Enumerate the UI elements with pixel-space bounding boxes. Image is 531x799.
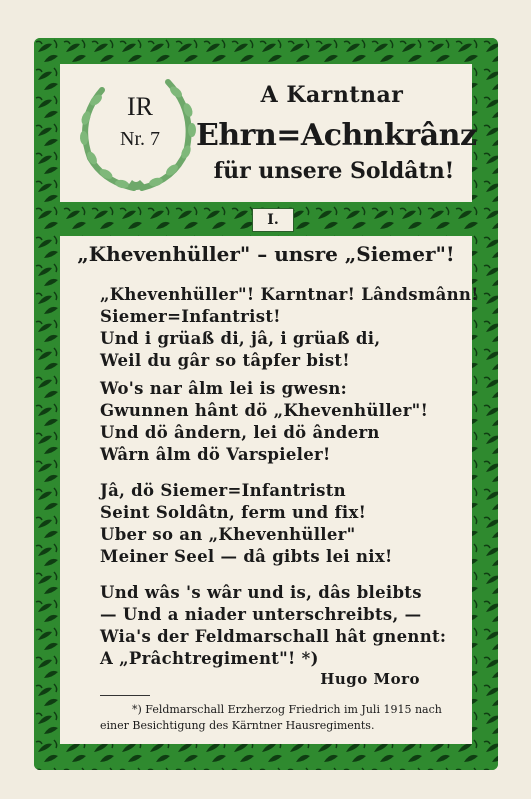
- verse-line: Uber so an „Khevenhüller": [100, 525, 356, 544]
- footnote-line-1: *) Feldmarschall Erzherzog Friedrich im Juli 1915 nach: [132, 703, 442, 716]
- verse-line: Weil du gâr so tâpfer bist!: [100, 351, 350, 370]
- verse-line: A „Prâchtregiment"! *): [100, 649, 319, 668]
- verse-line: Seint Soldâtn, ferm und fix!: [100, 503, 367, 522]
- verse-line: Und dö ândern, lei dö ândern: [100, 423, 380, 442]
- verse-line: Jâ, dö Siemer=Infantristn: [100, 481, 346, 500]
- verse-line: „Khevenhüller"! Karntnar! Lândsmânn!: [100, 285, 479, 304]
- verse-line: Siemer=Infantrist!: [100, 307, 281, 326]
- footnote-rule: [100, 695, 150, 696]
- verse-line: Wia's der Feldmarschall hât gnennt:: [100, 627, 447, 646]
- section-number: I.: [252, 208, 294, 232]
- stanza-2: [100, 378, 460, 466]
- verse-line: Gwunnen hânt dö „Khevenhüller"!: [100, 401, 429, 420]
- verse-line: Und wâs 's wâr und is, dâs bleibts: [100, 583, 422, 602]
- verse-line: Wârn âlm dö Varspieler!: [100, 445, 331, 464]
- stanza-4: [100, 582, 460, 670]
- verse-line: Und i grüaß di, jâ, i grüaß di,: [100, 329, 381, 348]
- regiment-abbr: IR: [127, 92, 153, 121]
- regiment-number: Nr. 7: [120, 128, 160, 150]
- title-line-3: für unsere Soldâtn!: [213, 158, 455, 184]
- footnote-line-2: einer Besichtigung des Kärntner Hausregiments.: [100, 719, 375, 732]
- verse-line: Meiner Seel — dâ gibts lei nix!: [100, 547, 393, 566]
- poem-title: „Khevenhüller" – unsre „Siemer"!: [77, 242, 455, 266]
- title-line-2: Ehrn=Achnkrânz: [196, 118, 477, 153]
- stanza-1: [100, 284, 479, 372]
- author-signature: Hugo Moro: [320, 670, 420, 688]
- footnote: [100, 702, 440, 734]
- title-line-1: A Karntnar: [260, 82, 404, 108]
- verse-line: Wo's nar âlm lei is gwesn:: [100, 379, 348, 398]
- stanza-3: [100, 480, 460, 568]
- verse-line: — Und a niader unterschreibts, —: [100, 605, 422, 624]
